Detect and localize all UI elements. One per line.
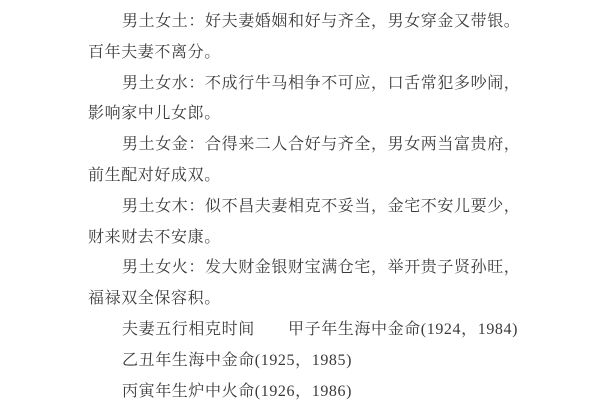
paragraph-line: 百年夫妻不离分。 (88, 43, 221, 61)
paragraph-line: 男土女火：发大财金银财宝满仓宅，举开贵子贤孙旺， (122, 259, 521, 277)
paragraph-line: 影响家中儿女郎。 (88, 105, 221, 123)
paragraph-line: 福禄双全保容积。 (88, 290, 221, 308)
paragraph-line: 男土女水：不成行牛马相争不可应，口舌常犯多吵闹， (122, 74, 521, 92)
paragraph-line: 夫妻五行相克时间 甲子年生海中金命(1924，1984) (122, 320, 519, 338)
paragraph-line: 丙寅年生炉中火命(1926，1986) (122, 382, 353, 400)
paragraph-line: 前生配对好成双。 (88, 166, 221, 184)
paragraph-line: 男土女土：好夫妻婚姻和好与齐全，男女穿金又带银。 (122, 13, 521, 30)
text-content (88, 7, 521, 400)
paragraph-line: 财来财去不安康。 (88, 228, 221, 246)
paragraph-line: 男土女木：似不昌夫妻相克不妥当，金宅不安儿要少， (122, 197, 521, 215)
paragraph-line: 乙丑年生海中金命(1925，1985) (122, 351, 353, 369)
paragraph-line: 男土女金：合得来二人合好与齐全，男女两当富贵府， (122, 136, 521, 154)
